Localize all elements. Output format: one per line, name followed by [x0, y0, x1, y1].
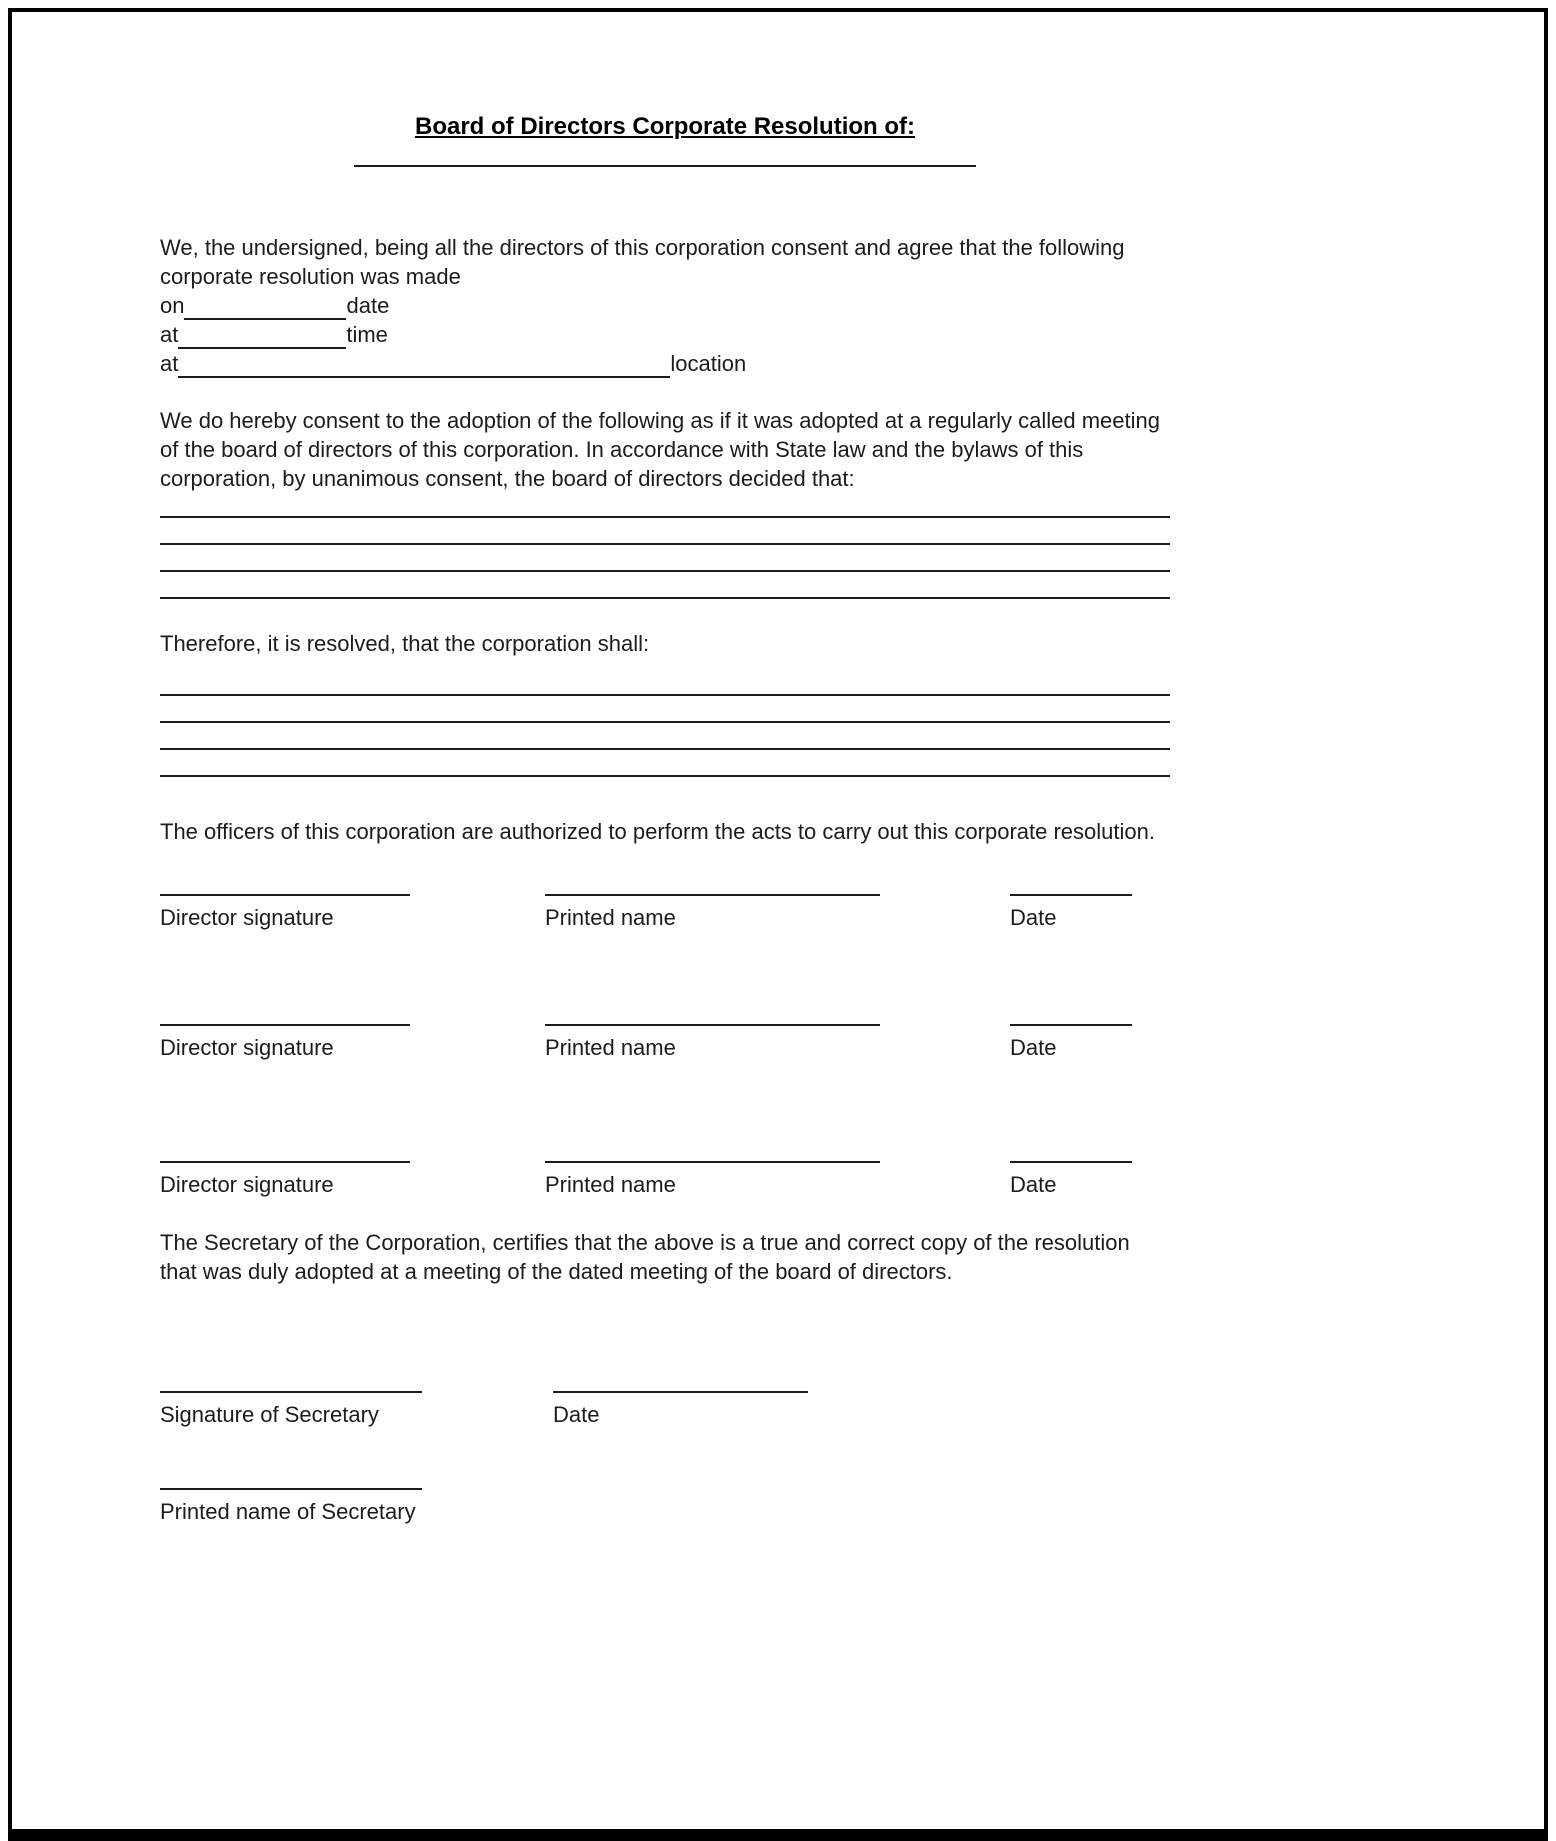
blank-line[interactable]	[160, 518, 1170, 545]
date-column	[1010, 846, 1132, 932]
location-field-prefix: at	[160, 351, 179, 376]
printed-name-blank-line[interactable]	[545, 1113, 880, 1163]
consent-paragraph: We do hereby consent to the adoption of the following as if it was adopted at a regularly called meeting of the board of directors of this corporation. In accordance with State law and the bylaws of this corporation, by unanimous consent, the board of directors decided that:	[160, 408, 1160, 491]
director-signature-label: Director signature	[160, 905, 334, 930]
director-signature-blank-line[interactable]	[160, 1113, 410, 1163]
director-signature-column	[160, 976, 410, 1062]
director-signature-row	[160, 1113, 1170, 1198]
date-label: Date	[1010, 1035, 1057, 1060]
date-blank-line[interactable]	[1010, 976, 1132, 1026]
time-blank-line[interactable]	[178, 325, 346, 349]
director-signature-column	[160, 846, 410, 932]
resolution-blank-lines	[160, 658, 1170, 777]
secretary-printed-name-blank-line[interactable]	[160, 1440, 422, 1490]
blank-line[interactable]	[160, 723, 1170, 750]
date-label: Date	[1010, 1172, 1057, 1197]
resolution-time-field	[160, 320, 1170, 349]
date-blank-line[interactable]	[1010, 1113, 1132, 1163]
page-border-frame	[8, 8, 1548, 1841]
secretary-printed-name-column	[160, 1440, 422, 1526]
secretary-printed-name-label: Printed name of Secretary	[160, 1499, 416, 1524]
resolution-location-field	[160, 349, 1170, 378]
date-column	[1010, 976, 1132, 1062]
location-blank-line[interactable]	[178, 354, 670, 378]
decision-blank-lines	[160, 493, 1170, 599]
secretary-date-column	[553, 1343, 808, 1429]
printed-name-label: Printed name	[545, 905, 676, 930]
director-signature-row	[160, 846, 1170, 931]
date-label: Date	[1010, 905, 1057, 930]
secretary-date-blank-line[interactable]	[553, 1343, 808, 1393]
document-content	[160, 12, 1170, 1525]
intro-paragraph: We, the undersigned, being all the directors of this corporation consent and agree that the following corporate resolution was made	[160, 235, 1125, 289]
officers-statement: The officers of this corporation are authorized to perform the acts to carry out this corporate resolution.	[160, 819, 1155, 844]
director-signature-row	[160, 976, 1170, 1061]
director-signature-label: Director signature	[160, 1035, 334, 1060]
blank-line[interactable]	[160, 696, 1170, 723]
director-signature-column	[160, 1113, 410, 1199]
date-field-suffix: date	[346, 293, 390, 318]
printed-name-label: Printed name	[545, 1035, 676, 1060]
date-blank-line[interactable]	[184, 296, 346, 320]
secretary-signature-blank-line[interactable]	[160, 1343, 422, 1393]
document-title: Board of Directors Corporate Resolution of:	[414, 113, 916, 140]
director-signature-blank-line[interactable]	[160, 846, 410, 896]
time-field-prefix: at	[160, 322, 179, 347]
blank-line[interactable]	[160, 572, 1170, 599]
date-field-prefix: on	[160, 293, 185, 318]
director-signature-label: Director signature	[160, 1172, 334, 1197]
director-signature-blank-line[interactable]	[160, 976, 410, 1026]
printed-name-blank-line[interactable]	[545, 846, 880, 896]
time-field-suffix: time	[346, 322, 388, 347]
secretary-certification-paragraph: The Secretary of the Corporation, certifies that the above is a true and correct copy of the resolution that was duly adopted at a meeting of the dated meeting of the board of directors.	[160, 1230, 1130, 1284]
secretary-signature-column	[160, 1343, 422, 1429]
printed-name-column	[545, 1113, 880, 1199]
resolved-statement: Therefore, it is resolved, that the corporation shall:	[160, 631, 650, 656]
secretary-date-label: Date	[553, 1402, 600, 1427]
secretary-signature-row	[160, 1343, 1170, 1428]
printed-name-column	[545, 846, 880, 932]
location-field-suffix: location	[670, 351, 747, 376]
date-blank-line[interactable]	[1010, 846, 1132, 896]
blank-line[interactable]	[160, 493, 1170, 518]
blank-line[interactable]	[160, 658, 1170, 696]
secretary-printed-name-row	[160, 1440, 1170, 1525]
printed-name-blank-line[interactable]	[545, 976, 880, 1026]
blank-line[interactable]	[160, 545, 1170, 572]
resolution-date-field	[160, 291, 1170, 320]
printed-name-column	[545, 976, 880, 1062]
corporation-name-blank-line[interactable]	[354, 141, 976, 167]
blank-line[interactable]	[160, 750, 1170, 777]
printed-name-label: Printed name	[545, 1172, 676, 1197]
secretary-signature-label: Signature of Secretary	[160, 1402, 379, 1427]
date-column	[1010, 1113, 1132, 1199]
